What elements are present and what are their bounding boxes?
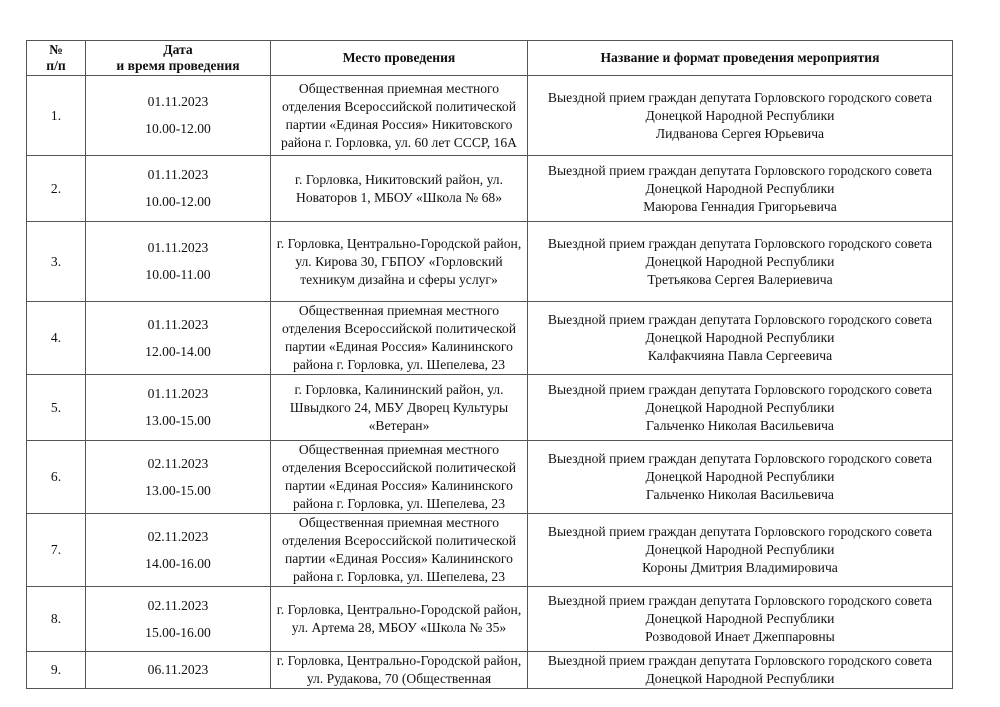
row-date-time [86, 441, 271, 514]
row-date-time [86, 156, 271, 222]
row-place: г. Горловка, Никитовский район, ул. Новаторов 1, МБОУ «Школа № 68» [271, 156, 528, 222]
row-place: г. Горловка, Калининский район, ул. Швыдкого 24, МБУ Дворец Культуры «Ветеран» [271, 375, 528, 441]
row-date: 01.11.2023 [147, 316, 209, 332]
row-number: 7. [27, 514, 86, 587]
row-time: 15.00-16.00 [145, 624, 211, 640]
table-row [27, 514, 953, 587]
row-time: 10.00-12.00 [145, 121, 211, 136]
row-place: Общественная приемная местного отделения Всероссийской политической партии «Единая Россия» Никитовского района г. Горловка, ул. 60 лет СССР, 16А [271, 76, 528, 156]
row-number: 1. [27, 76, 86, 156]
row-event: Выездной прием граждан депутата Горловского городского совета Донецкой Народной Республики Лидванова Сергея Юрьевича [528, 76, 953, 156]
schedule-table [26, 40, 953, 689]
table-row [27, 222, 953, 302]
row-date: 01.11.2023 [147, 167, 209, 182]
row-number: 4. [27, 302, 86, 375]
row-date-time [86, 302, 271, 375]
row-time: 14.00-16.00 [145, 555, 211, 571]
row-time: 13.00-15.00 [145, 413, 211, 428]
table-row [27, 76, 953, 156]
header-event: Название и формат проведения мероприятия [528, 41, 953, 76]
row-event: Выездной прием граждан депутата Горловского городского совета Донецкой Народной Республики Гальченко Николая Васильевича [528, 441, 953, 514]
row-date: 06.11.2023 [147, 662, 209, 677]
row-event: Выездной прием граждан депутата Горловского городского совета Донецкой Народной Республики Маюрова Геннадия Григорьевича [528, 156, 953, 222]
row-date-time [86, 375, 271, 441]
table-row [27, 375, 953, 441]
row-date-time [86, 222, 271, 302]
row-number: 2. [27, 156, 86, 222]
table-row [27, 587, 953, 652]
row-time: 10.00-12.00 [145, 194, 211, 209]
table-row [27, 652, 953, 689]
row-number: 9. [27, 652, 86, 689]
row-place: Общественная приемная местного отделения Всероссийской политической партии «Единая Россия» Калининского района г. Горловка, ул. Шепелева, 23 [271, 514, 528, 587]
row-place: Общественная приемная местного отделения Всероссийской политической партии «Единая Россия» Калининского района г. Горловка, ул. Шепелева, 23 [271, 441, 528, 514]
table-row [27, 302, 953, 375]
header-number: № п/п [27, 41, 86, 76]
row-date: 02.11.2023 [147, 455, 209, 471]
row-number: 6. [27, 441, 86, 514]
row-number: 5. [27, 375, 86, 441]
table-header-row [27, 41, 953, 76]
table-body [27, 76, 953, 689]
row-event: Выездной прием граждан депутата Горловского городского совета Донецкой Народной Республики Калфакчияна Павла Сергеевича [528, 302, 953, 375]
row-event: Выездной прием граждан депутата Горловского городского совета Донецкой Народной Республики Розводовой Инает Джеппаровны [528, 587, 953, 652]
row-place: г. Горловка, Центрально-Городской район, ул. Рудакова, 70 (Общественная [271, 652, 528, 689]
row-date: 02.11.2023 [147, 528, 209, 544]
row-number: 8. [27, 587, 86, 652]
row-event: Выездной прием граждан депутата Горловского городского совета Донецкой Народной Республики Третьякова Сергея Валериевича [528, 222, 953, 302]
row-date: 02.11.2023 [147, 597, 209, 613]
row-place: Общественная приемная местного отделения Всероссийской политической партии «Единая Россия» Калининского района г. Горловка, ул. Шепелева, 23 [271, 302, 528, 375]
row-place: г. Горловка, Центрально-Городской район, ул. Артема 28, МБОУ «Школа № 35» [271, 587, 528, 652]
row-date-time [86, 76, 271, 156]
row-date: 01.11.2023 [147, 386, 209, 401]
row-date: 01.11.2023 [147, 240, 209, 255]
row-time: 12.00-14.00 [145, 343, 211, 359]
table-row [27, 441, 953, 514]
row-date-time [86, 587, 271, 652]
row-event: Выездной прием граждан депутата Горловского городского совета Донецкой Народной Республики Короны Дмитрия Владимировича [528, 514, 953, 587]
table-row [27, 156, 953, 222]
row-place: г. Горловка, Центрально-Городской район, ул. Кирова 30, ГБПОУ «Горловский техникум дизайна и сферы услуг» [271, 222, 528, 302]
row-event: Выездной прием граждан депутата Горловского городского совета Донецкой Народной Республики Гальченко Николая Васильевича [528, 375, 953, 441]
row-date-time [86, 652, 271, 689]
row-event: Выездной прием граждан депутата Горловского городского совета Донецкой Народной Республики [528, 652, 953, 689]
row-date: 01.11.2023 [147, 94, 209, 109]
header-place: Место проведения [271, 41, 528, 76]
header-date-time: Дата и время проведения [86, 41, 271, 76]
row-number: 3. [27, 222, 86, 302]
row-time: 13.00-15.00 [145, 482, 211, 498]
row-date-time [86, 514, 271, 587]
row-time: 10.00-11.00 [145, 267, 211, 282]
